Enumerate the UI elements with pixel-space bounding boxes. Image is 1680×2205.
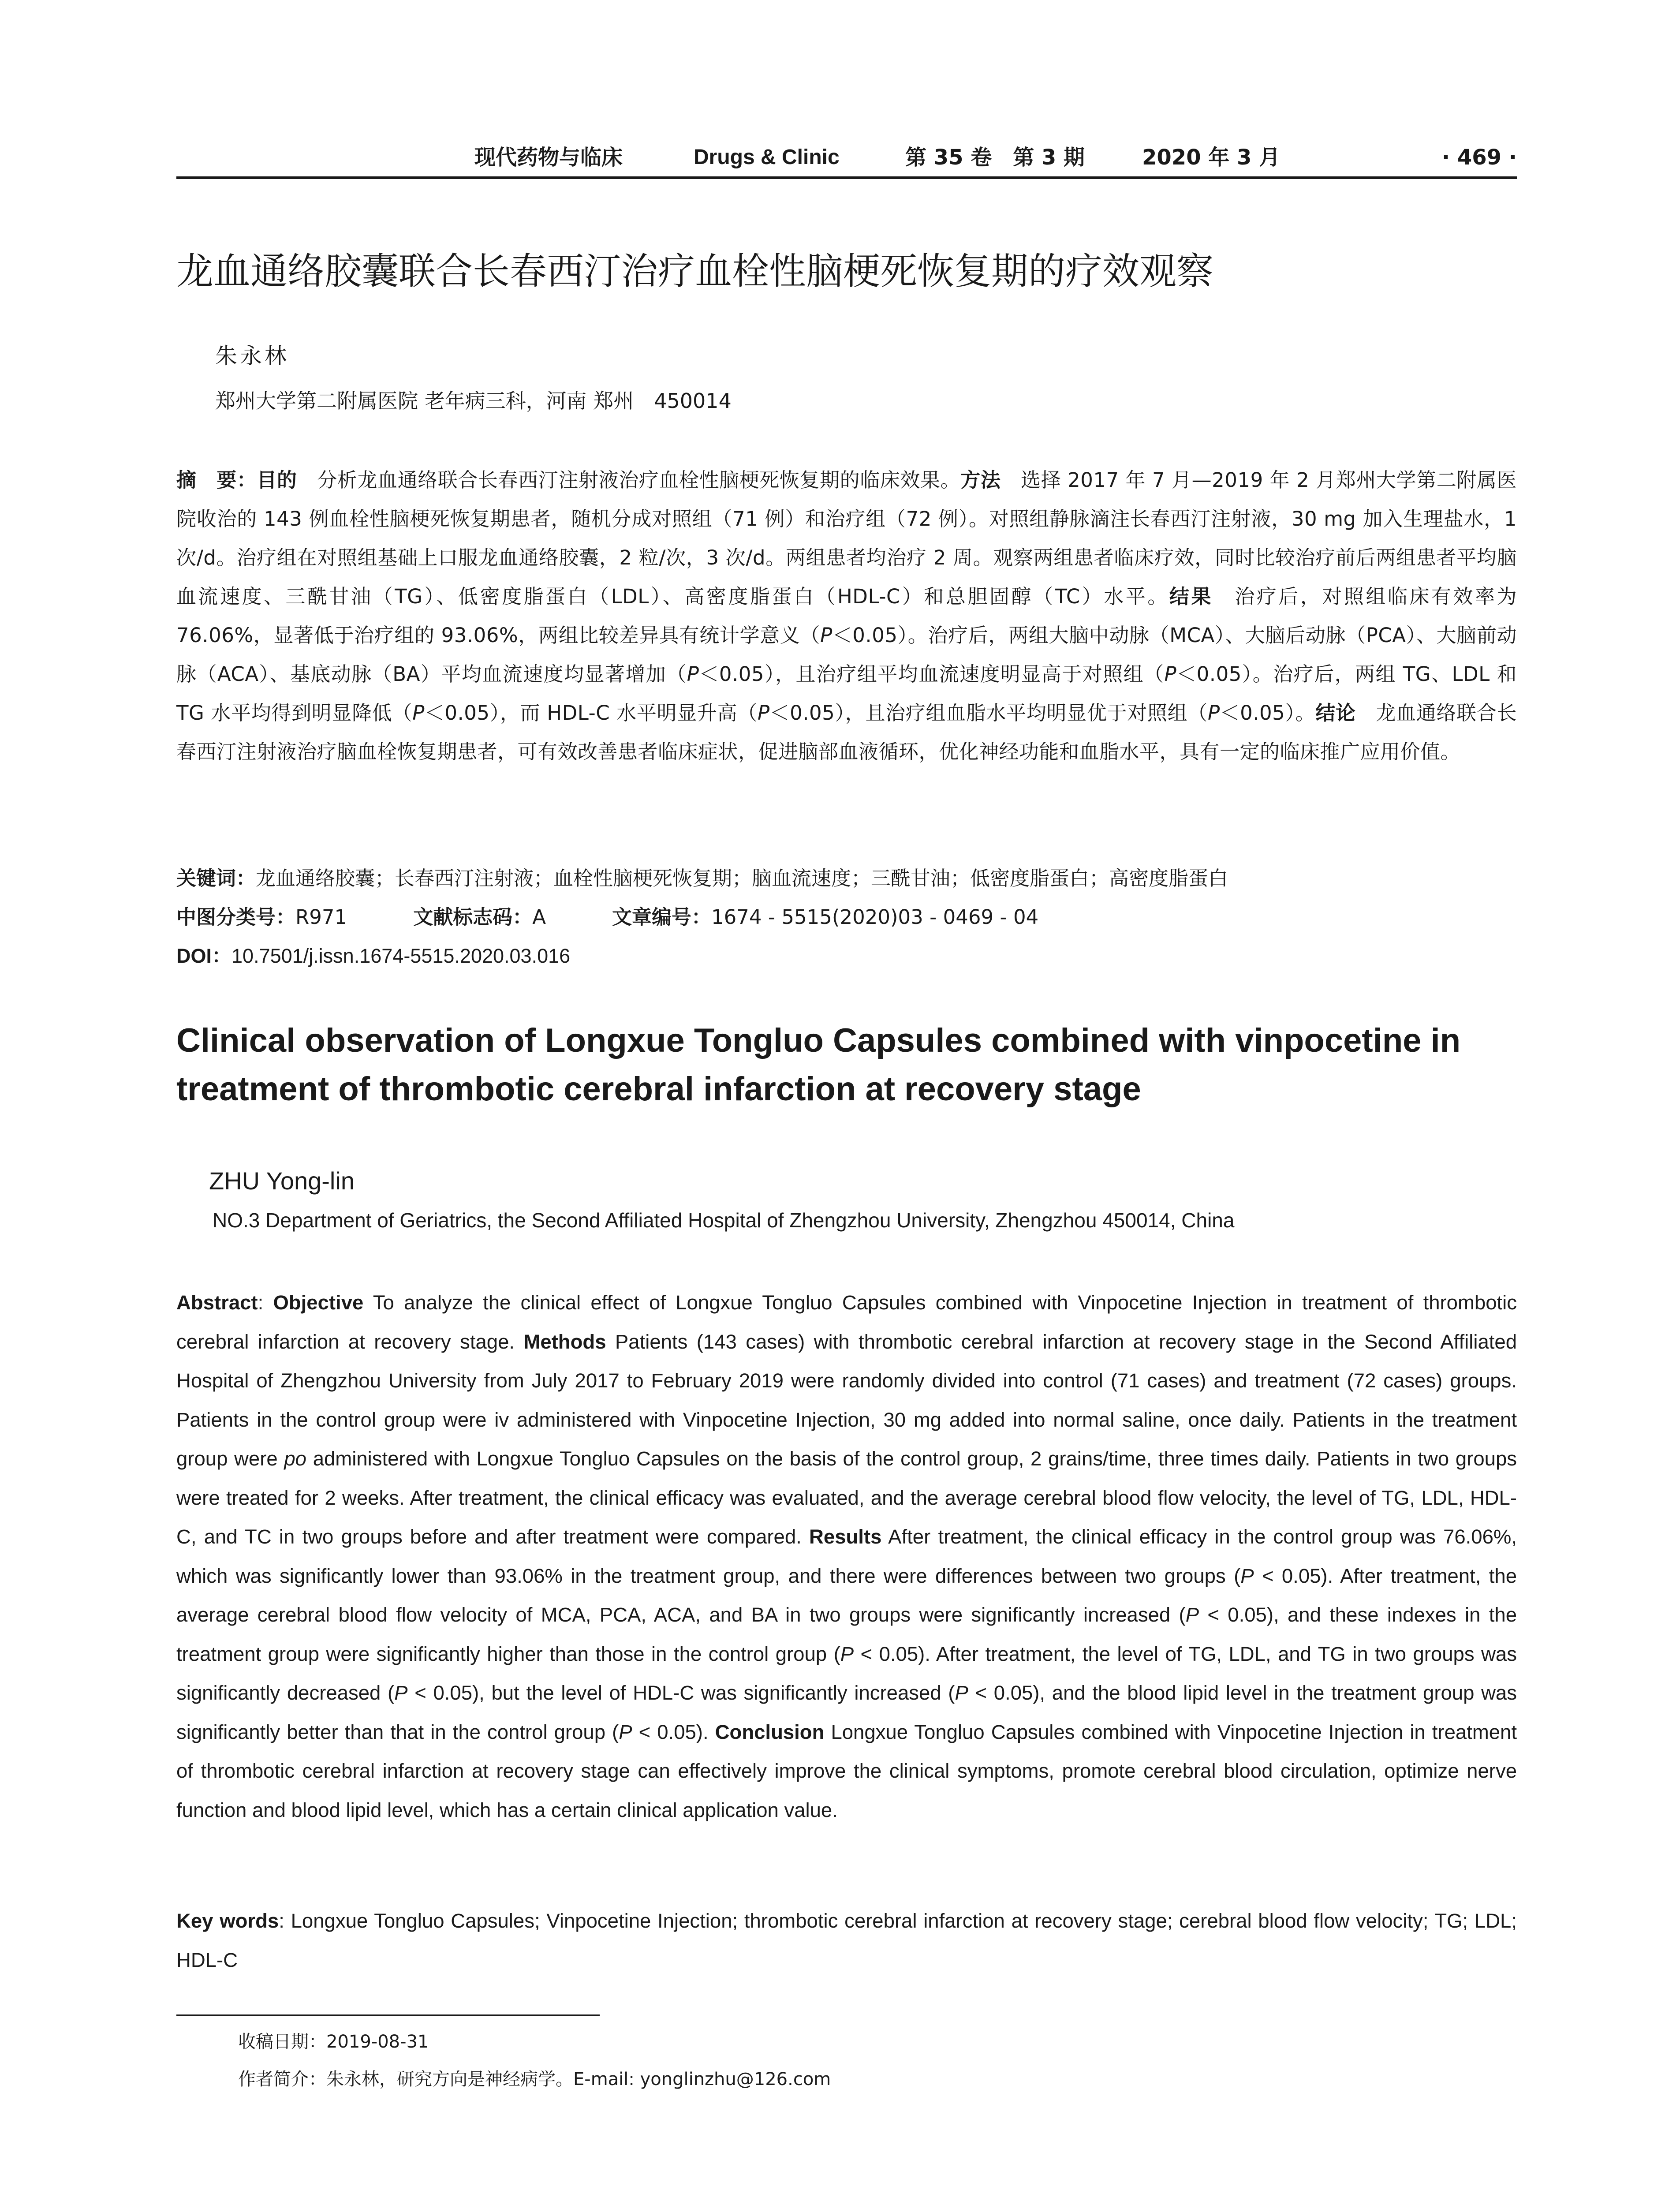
results-text-cn: ＜0.05），且治疗组平均血流速度明显高于对照组（	[699, 662, 1165, 686]
keywords-text-cn: 龙血通络胶囊；长春西汀注射液；血栓性脑梗死恢复期；脑血流速度；三酰甘油；低密度脂蛋白；高密度脂蛋白	[256, 867, 1228, 890]
methods-text-en: administered with Longxue Tongluo Capsules on the basis of the control group, 2 grains/time, three times daily. Patients in two groups were treated for 2 weeks. After treatment, the clinical efficacy was evaluated, and the average cerebral blood flow velocity, the level of TG, LDL, HDL-C, and TC in two groups before and after treatment were compared.	[176, 1447, 1517, 1548]
results-text-en: < 0.05).	[632, 1720, 715, 1743]
author-bio-value: 朱永林，研究方向是神经病学。E-mail: yonglinzhu@126.com	[326, 2069, 831, 2089]
results-label-en: Results	[809, 1525, 882, 1548]
affiliation-cn: 郑州大学第二附属医院 老年病三科，河南 郑州 450014	[215, 389, 732, 413]
methods-text-cn: 选择 2017 年 7 月—2019 年 2 月郑州大学第二附属医院收治的 143 例血栓性脑梗死恢复期患者，随机分成对照组（71 例）和治疗组（72 例）。对照组静脉滴注长春西汀注射液，30 mg 加入生理盐水，1 次/d。治疗组在对照组基础上口服龙血通络胶囊，2 粒/次，3 次/d。两组患者均治疗 2 周。观察两组患者临床疗效，同时比较治疗前后两组患者平均脑血流速度、三酰甘油（TG）、低密度脂蛋白（LDL）、高密度脂蛋白（HDL-C）和总胆固醇（TC）水平。	[176, 468, 1517, 608]
doi-link[interactable]: 10.7501/j.issn.1674-5515.2020.03.016	[231, 945, 571, 967]
results-text-cn: ＜0.05），且治疗组血脂水平均明显优于对照组（	[769, 701, 1208, 725]
article-title-cn: 龙血通络胶囊联合长春西汀治疗血栓性脑梗死恢复期的疗效观察	[176, 250, 1214, 293]
author-name-cn: 朱永林	[215, 343, 289, 369]
doi-line	[176, 937, 1517, 975]
conclusion-text-en: Longxue Tongluo Capsules combined with Vinpocetine Injection in treatment of thrombotic cerebral infarction at recovery stage can effectively improve the clinical symptoms, promote cerebral blood circulation, optimize nerve function and blood lipid level, which has a certain clinical application value.	[176, 1720, 1517, 1821]
conclusion-label-en: Conclusion	[715, 1720, 825, 1743]
keywords-en: Key words: Longxue Tongluo Capsules; Vinpocetine Injection; thrombotic cerebral infarction at recovery stage; cerebral blood flow velocity; TG; LDL; HDL-C	[176, 1910, 1517, 1971]
abstract-label-en: Abstract	[176, 1291, 258, 1314]
results-text-en: < 0.05). After treatment, the level of TG, LDL, and TG in two groups was significantly decreased (	[176, 1642, 1517, 1704]
methods-label-cn: 方法	[960, 468, 1001, 492]
p-value-symbol: P	[757, 701, 770, 725]
results-text-en: < 0.05). After treatment, the average cerebral blood flow velocity of MCA, PCA, ACA, and BA in two groups were significantly increased (	[176, 1564, 1517, 1626]
keywords-cn	[176, 859, 1517, 898]
objective-label-en: Objective	[273, 1291, 364, 1314]
running-header	[176, 140, 1517, 175]
doc-code-value: A	[532, 905, 546, 929]
objective-label-cn: 目的	[257, 468, 297, 492]
results-text-en: < 0.05), and the blood lipid level in the treatment group was significantly better than that in the control group (	[176, 1682, 1517, 1743]
volume-issue: 第 35 卷 第 3 期	[905, 145, 1085, 170]
p-value-symbol: P	[412, 701, 425, 725]
clc-value: R971	[295, 905, 347, 929]
results-text-cn: ＜0.05）。	[1220, 701, 1316, 725]
results-text-cn: ＜0.05），而 HDL-C 水平明显升高（	[424, 701, 758, 725]
abstract-cn	[176, 461, 1517, 771]
journal-name-en: Drugs & Clinic	[694, 146, 840, 169]
article-number-label: 文章编号：	[612, 905, 712, 929]
results-text-en: After treatment, the clinical efficacy in the control group was 76.06%, which was significantly lower than 93.06% in the treatment group, and there were differences between two groups (	[176, 1525, 1517, 1587]
p-value-symbol: P	[1207, 701, 1220, 725]
doi-label: DOI：	[176, 945, 232, 967]
received-date-footnote	[238, 2029, 429, 2055]
journal-name-cn: 现代药物与临床	[474, 145, 623, 170]
p-value-symbol: P	[1164, 662, 1177, 686]
article-number-value: 1674 - 5515(2020)03 - 0469 - 04	[711, 905, 1039, 929]
results-label-cn: 结果	[1169, 585, 1213, 608]
methods-label-en: Methods	[523, 1330, 606, 1353]
p-value-symbol: P	[1240, 1564, 1254, 1587]
affiliation-en: NO.3 Department of Geriatrics, the Second Affiliated Hospital of Zhengzhou University, Zhengzhou 450014, China	[213, 1209, 1235, 1232]
conclusion-label-cn: 结论	[1315, 701, 1356, 725]
p-value-symbol: P	[840, 1642, 854, 1665]
p-value-symbol: P	[820, 624, 833, 647]
results-text-cn: 治疗后，对照组临床有效率为 76.06%，显著低于治疗组的 93.06%，两组比较差异具有统计学意义（	[176, 585, 1517, 647]
page-number: · 469 ·	[1441, 145, 1517, 170]
article-title-en: Clinical observation of Longxue Tongluo Capsules combined with vinpocetine in treatment of thrombotic cerebral infarction at recovery stage	[176, 1022, 1461, 1108]
results-text-en: < 0.05), and these indexes in the treatment group were significantly higher than those in the control group (	[176, 1603, 1517, 1665]
po-abbreviation: po	[284, 1447, 306, 1470]
conclusion-text-cn: 龙血通络联合长春西汀注射液治疗脑血栓恢复期患者，可有效改善患者临床症状，促进脑部血液循环，优化神经功能和血脂水平，具有一定的临床推广应用价值。	[176, 701, 1517, 763]
results-text-cn: ＜0.05）。治疗后，两组大脑中动脉（MCA）、大脑后动脉（PCA）、大脑前动脉（ACA）、基底动脉（BA）平均血流速度均显著增加（	[176, 624, 1517, 686]
header-rule	[176, 176, 1517, 179]
footnote-rule	[176, 2014, 600, 2016]
author-name-en: ZHU Yong-lin	[209, 1167, 355, 1195]
objective-text-cn: 分析龙血通络联合长春西汀注射液治疗血栓性脑梗死恢复期的临床效果。	[297, 468, 961, 492]
author-bio-label: 作者简介：	[238, 2069, 326, 2089]
received-date-value: 2019-08-31	[326, 2032, 429, 2052]
keywords-text-en: Longxue Tongluo Capsules; Vinpocetine Injection; thrombotic cerebral infarction at recovery stage; cerebral blood flow velocity; TG; LDL; HDL-C	[176, 1910, 1517, 1971]
p-value-symbol: P	[687, 662, 699, 686]
keywords-label-cn: 关键词：	[176, 867, 256, 890]
keywords-label-en: Key words	[176, 1910, 279, 1932]
issue-date: 2020 年 3 月	[1142, 145, 1281, 170]
results-text-cn: ＜0.05）。治疗后，两组 TG、LDL 和 TG 水平均得到明显降低（	[176, 662, 1517, 725]
methods-text-en: Patients (143 cases) with thrombotic cerebral infarction at recovery stage in the Second Affiliated Hospital of Zhengzhou University from July 2017 to February 2019 were randomly divided into control (71 cases) and treatment (72 cases) groups. Patients in the control group were iv administered with Vinpocetine Injection, 30 mg added into normal saline, once daily. Patients in the treatment group were	[176, 1330, 1517, 1470]
abstract-en: Abstract: Objective To analyze the clinical effect of Longxue Tongluo Capsules combined with Vinpocetine Injection in treatment of thrombotic cerebral infarction at recovery stage. Methods Patients (143 cases) with thrombotic cerebral infarction at recovery stage in the Second Affiliated Hospital of Zhengzhou University from July 2017 to February 2019 were randomly divided into control (71 cases) and treatment (72 cases) groups. Patients in the control group were iv administered with Vinpocetine Injection, 30 mg added into normal saline, once daily. Patients in the treatment group were po administered with Longxue Tongluo Capsules on the basis of the control group, 2 grains/time, three times daily. Patients in two groups were treated for 2 weeks. After treatment, the clinical efficacy was evaluated, and the average cerebral blood flow velocity, the level of TG, LDL, HDL-C, and TC in two groups before and after treatment were compared. Results After treatment, the clinical efficacy in the control group was 76.06%, which was significantly lower than 93.06% in the treatment group, and there were differences between two groups (P < 0.05). After treatment, the average cerebral blood flow velocity of MCA, PCA, ACA, and BA in two groups were significantly increased (P < 0.05), and these indexes in the treatment group were significantly higher than those in the control group (P < 0.05). After treatment, the level of TG, LDL, and TG in two groups was significantly decreased (P < 0.05), but the level of HDL-C was significantly increased (P < 0.05), and the blood lipid level in the treatment group was significantly better than that in the control group (P < 0.05). Conclusion Longxue Tongluo Capsules combined with Vinpocetine Injection in treatment of thrombotic cerebral infarction at recovery stage can effectively improve the clinical symptoms, promote cerebral blood circulation, optimize nerve function and blood lipid level, which has a certain clinical application value.	[176, 1291, 1517, 1821]
results-text-en: < 0.05), but the level of HDL-C was significantly increased (	[407, 1682, 955, 1704]
p-value-symbol: P	[955, 1682, 968, 1704]
p-value-symbol: P	[619, 1720, 632, 1743]
author-bio-footnote	[238, 2066, 831, 2093]
objective-text-en: To analyze the clinical effect of Longxue Tongluo Capsules combined with Vinpocetine Injection in treatment of thrombotic cerebral infarction at recovery stage.	[176, 1291, 1517, 1353]
p-value-symbol: P	[1185, 1603, 1199, 1626]
received-date-label: 收稿日期：	[238, 2032, 326, 2052]
abstract-label-cn: 摘 要：	[176, 468, 257, 492]
clc-label: 中图分类号：	[176, 905, 296, 929]
p-value-symbol: P	[394, 1682, 408, 1704]
doc-code-label: 文献标志码：	[413, 905, 533, 929]
classification-line	[176, 898, 1517, 937]
